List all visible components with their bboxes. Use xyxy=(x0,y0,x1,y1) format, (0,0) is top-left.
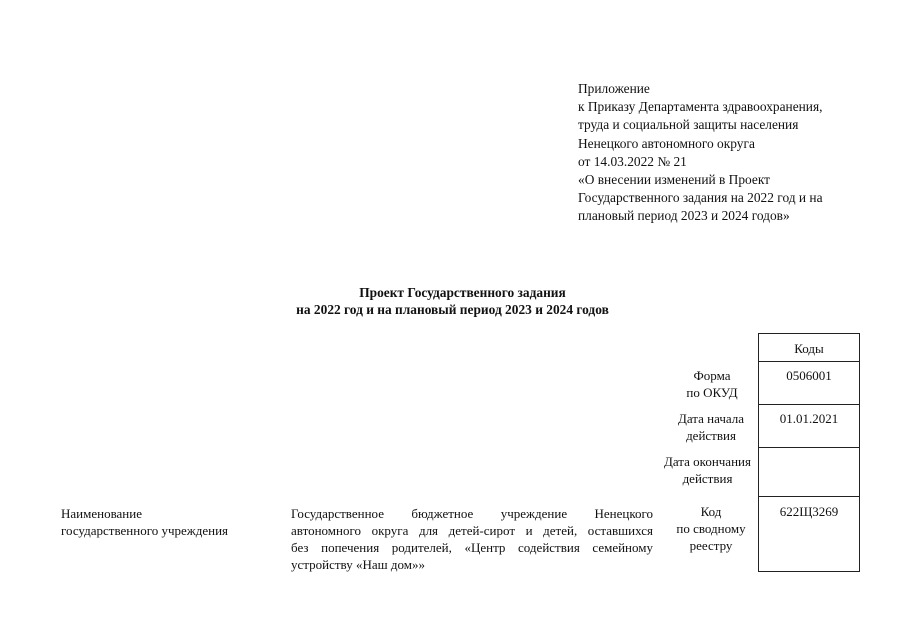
registry-code-label: Код по сводному реестру xyxy=(676,504,746,553)
start-date-value: 01.01.2021 xyxy=(779,411,839,426)
appendix-line: к Приказу Департамента здравоохранения, xyxy=(578,99,823,115)
institution-name-line: без попечения родителей, «Центр содействия семейному xyxy=(291,540,653,555)
appendix-line: от 14.03.2022 № 21 xyxy=(578,153,687,169)
form-okud-label: Форма по ОКУД xyxy=(686,368,738,400)
institution-name-line: Государственное бюджетное учреждение Ненецкого xyxy=(291,506,653,521)
divider xyxy=(759,404,859,405)
institution-name-line: автономного округа для детей-сирот и детей, оставшихся xyxy=(291,523,653,538)
appendix-line: Ненецкого автономного округа xyxy=(578,135,755,151)
appendix-line: Приложение xyxy=(578,81,650,96)
codes-table xyxy=(758,333,860,572)
start-date-label: Дата начала действия xyxy=(677,411,745,443)
end-date-label: Дата окончания действия xyxy=(664,454,751,486)
divider xyxy=(759,447,859,448)
document-title-line-1: Проект Государственного задания xyxy=(359,285,566,300)
appendix-line: труда и социальной защиты населения xyxy=(578,117,799,133)
appendix-line: «О внесении изменений в Проект xyxy=(578,172,771,188)
divider xyxy=(759,361,859,362)
appendix-line: Государственного задания на 2022 год и на xyxy=(578,190,823,206)
codes-header: Коды xyxy=(794,341,824,356)
institution-label: Наименование государственного учреждения xyxy=(61,506,229,538)
appendix-note xyxy=(578,80,878,226)
institution-name xyxy=(291,505,653,573)
document-title-line-2: на 2022 год и на плановый период 2023 и 2024 годов xyxy=(296,302,609,317)
registry-code-value: 622Щ3269 xyxy=(779,504,839,519)
institution-name-line: устройству «Наш дом»» xyxy=(291,557,425,572)
divider xyxy=(759,496,859,497)
form-okud-value: 0506001 xyxy=(786,368,832,383)
appendix-line: плановый период 2023 и 2024 годов» xyxy=(578,208,790,224)
